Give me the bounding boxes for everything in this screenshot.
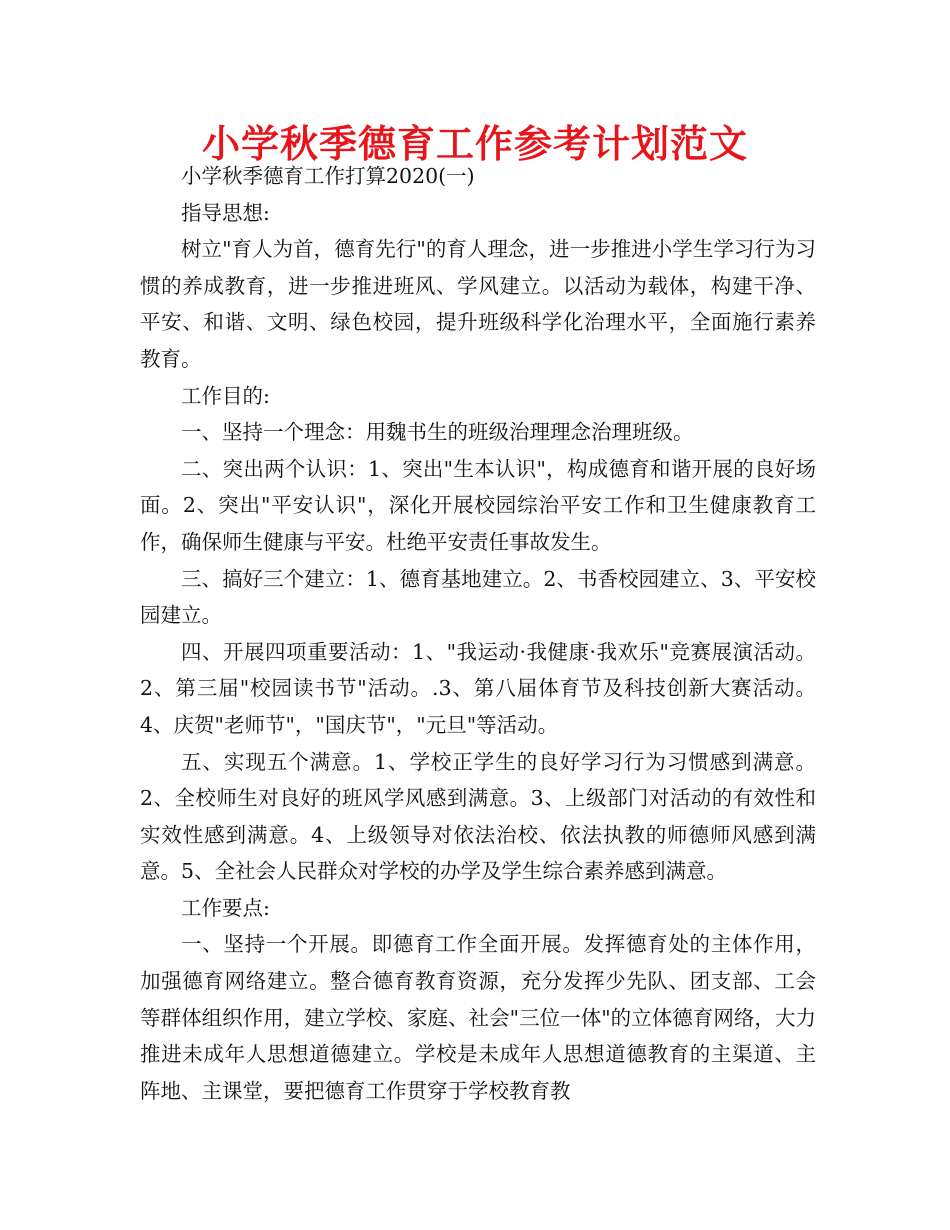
paragraph-goal-two: 二、突出两个认识：1、突出"生本认识"，构成德育和谐开展的良好场面。2、突出"平安认识"，深化开展校园综治平安工作和卫生健康教育工作，确保师生健康与平安。杜绝平安责任事故发生。 bbox=[140, 456, 816, 554]
paragraph-guiding-ideology: 树立"育人为首，德育先行"的育人理念，进一步推进小学生学习行为习惯的养成教育，进一步推进班风、学风建立。以活动为载体，构建干净、平安、和谐、文明、绿色校园，提升班级科学化治理水平，全面施行素养教育。 bbox=[140, 237, 816, 371]
paragraph-work-points-heading: 工作要点: bbox=[181, 895, 270, 920]
document-title: 小学秋季德育工作参考计划范文 bbox=[201, 122, 748, 166]
paragraph-goal-four: 四、开展四项重要活动：1、"我运动·我健康·我欢乐"竞赛展演活动。2、第三届"校园读书节"活动。.3、第八届体育节及科技创新大赛活动。4、庆贺"老师节"，"国庆节"，"元旦"等活动。 bbox=[140, 639, 816, 737]
paragraph-goal-five: 五、实现五个满意。1、学校正学生的良好学习行为习惯感到满意。2、全校师生对良好的班风学风感到满意。3、上级部门对活动的有效性和实效性感到满意。4、上级领导对依法治校、依法执教的师德师风感到满意。5、全社会人民群众对学校的办学及学生综合素养感到满意。 bbox=[140, 749, 816, 884]
paragraph-guiding-ideology-heading: 指导思想: bbox=[181, 200, 270, 225]
paragraph-work-point-one: 一、坚持一个开展。即德育工作全面开展。发挥德育处的主体作用，加强德育网络建立。整合德育教育资源，充分发挥少先队、团支部、工会等群体组织作用，建立学校、家庭、社会"三位一体"的立体德育网络，大力推进未成年人思想道德建立。学校是未成年人思想道德教育的主渠道、主阵地、主课堂，要把德育工作贯穿于学校教育教 bbox=[140, 932, 816, 1103]
paragraph-goal-three: 三、搞好三个建立：1、德育基地建立。2、书香校园建立、3、平安校园建立。 bbox=[140, 566, 816, 628]
document-body bbox=[140, 158, 816, 1109]
paragraph-goal-one: 一、坚持一个理念：用魏书生的班级治理理念治理班级。 bbox=[181, 420, 694, 445]
paragraph-work-goals-heading: 工作目的: bbox=[181, 383, 270, 408]
paragraph-plan-heading: 小学秋季德育工作打算2020(一) bbox=[181, 164, 475, 188]
